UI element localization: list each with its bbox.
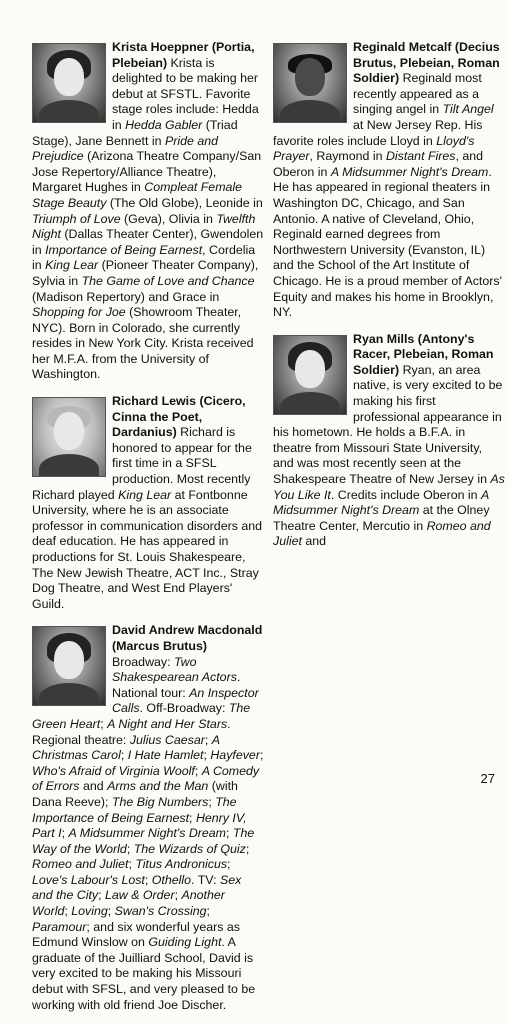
- bio-text-run: (with Dana Reeve);: [32, 779, 238, 809]
- production-title: Hedda Gabler: [125, 117, 203, 132]
- bio-text-run: at the Olney Theatre Center, Mercutio in: [273, 503, 490, 533]
- bio-text-run: Krista is delighted to be making her debut at SFSTL. Favorite stage roles include: Hedda in: [112, 55, 259, 132]
- production-title: A Comedy of Errors: [32, 763, 260, 794]
- bio-text-run: (Showroom Theater, NYC). Born in Colorado, she currently resides in New York City. Krista received her M.F.A. from the University of Washington.: [32, 305, 254, 382]
- right-column: [273, 40, 505, 561]
- production-title: The Way of the World: [32, 826, 255, 856]
- production-title: King Lear: [45, 258, 99, 273]
- production-title: The Importance of Being Earnest: [32, 794, 237, 825]
- production-title: A Midsummer Night's Dream: [330, 164, 489, 179]
- production-title: Titus Andronicus: [135, 857, 228, 872]
- bio-text-run: ;: [64, 904, 72, 919]
- bio-text-run: Ryan, an area native, is very excited to be making his first professional appearance in his hometown. He holds a B.F.A. in theatre from Missouri State University, and was most recently seen at the Shakespeare Theatre of New Jersey in: [273, 362, 503, 487]
- bio-text-run: ;: [206, 904, 210, 919]
- page-number: 27: [480, 771, 495, 786]
- bio-text-run: (Pioneer Theater Company), Sylvia in: [32, 258, 259, 288]
- bio-text-run: ;: [259, 748, 264, 763]
- bio-name: David Andrew Macdonald (Marcus Brutus): [112, 623, 263, 653]
- bio-text-run: , and Oberon in: [273, 149, 484, 179]
- bio-text-run: ;: [107, 904, 115, 919]
- bio-text-run: ;: [226, 826, 233, 841]
- production-title: Romeo and Juliet: [32, 857, 129, 872]
- bio-text-run: (The Old Globe), Leonide in: [106, 195, 263, 210]
- bio-text: [32, 655, 263, 1012]
- production-title: Love's Labour's Lost: [32, 872, 145, 887]
- production-title: Arms and the Man: [107, 779, 209, 794]
- production-title: Swan's Crossing: [114, 904, 207, 919]
- bio-text-run: . He has appeared in regional theaters in Washington DC, Chicago, and San Antonio. A native of Cleveland, Ohio, Reginald earned degrees from Northwestern University (Evanston, IL) and the School of the Art Institute of Chicago. He is a proud member of Actors' Equity and makes his home in Brooklyn, NY.: [273, 164, 502, 320]
- production-title: Othello: [151, 872, 192, 887]
- bio-text-run: ;: [100, 716, 108, 731]
- bio-text-run: . Regional theatre:: [32, 716, 231, 747]
- production-title: The Big Numbers: [111, 794, 209, 809]
- bio-text-run: ;: [144, 872, 152, 887]
- bio-text-run: and: [79, 779, 108, 794]
- bio-text-run: . Credits include Oberon in: [330, 487, 482, 502]
- production-title: Hayfever: [210, 748, 260, 763]
- bio-richard-lewis: [32, 394, 264, 612]
- production-title: Distant Fires: [385, 149, 456, 164]
- headshot-david-andrew-macdonald: [32, 626, 106, 706]
- bio-text-run: . National tour:: [112, 670, 241, 700]
- production-title: Twelfth Night: [32, 211, 256, 242]
- production-title: Another World: [32, 888, 225, 919]
- headshot-richard-lewis: [32, 397, 106, 477]
- bio-text-run: (Arizona Theatre Company/San Jose Repertory/Alliance Theatre), Margaret Hughes in: [32, 149, 262, 195]
- production-title: Compleat Female Stage Beauty: [32, 180, 243, 210]
- left-column: [32, 40, 264, 1024]
- bio-text-run: Broadway:: [112, 654, 174, 669]
- production-title: Paramour: [32, 919, 87, 934]
- bio-text-run: ; and six wonderful years as Edmund Winslow on: [32, 919, 240, 950]
- production-title: Shopping for Joe: [32, 305, 126, 320]
- bio-name: Richard Lewis (Cicero, Cinna the Poet, Dardanius): [112, 394, 246, 440]
- production-title: A Midsummer Night's Dream: [273, 487, 489, 518]
- production-title: Two Shakespearean Actors: [112, 654, 237, 685]
- bio-text-run: ;: [174, 888, 182, 903]
- headshot-reginald-metcalf: [273, 43, 347, 123]
- bio-text-run: (Madison Repertory) and Grace in: [32, 289, 220, 304]
- bio-text-run: ;: [204, 732, 212, 747]
- production-title: The Green Heart: [32, 701, 251, 731]
- bio-text-run: ;: [189, 810, 196, 825]
- bio-text-run: , Cordelia in: [32, 242, 256, 273]
- production-title: Triumph of Love: [32, 211, 121, 226]
- production-title: Law & Order: [105, 888, 175, 903]
- production-title: The Wizards of Quiz: [133, 841, 246, 856]
- bio-text-run: , Raymond in: [309, 149, 386, 164]
- bio-david-andrew-macdonald: [32, 623, 264, 1013]
- bio-ryan-mills: [273, 332, 505, 550]
- bio-name: Reginald Metcalf (Decius Brutus, Plebeian, Roman Soldier): [353, 40, 500, 86]
- production-title: Lloyd's Prayer: [273, 133, 475, 164]
- bio-reginald-metcalf: [273, 40, 505, 321]
- production-title: Pride and Prejudice: [32, 133, 218, 164]
- production-title: I Hate Hamlet: [127, 748, 204, 763]
- production-title: Loving: [71, 904, 108, 919]
- bio-text-run: ;: [120, 748, 128, 763]
- production-title: Guiding Light: [148, 935, 222, 950]
- headshot-ryan-mills: [273, 335, 347, 415]
- bio-krista-hoeppner: [32, 40, 264, 383]
- production-title: Importance of Being Earnest: [45, 242, 203, 257]
- bio-text-run: ;: [126, 841, 134, 856]
- bio-name: Krista Hoeppner (Portia, Plebeian): [112, 40, 255, 70]
- production-title: As You Like It: [273, 472, 505, 502]
- production-title: Julius Caesar: [129, 732, 205, 747]
- bio-text-run: ;: [227, 857, 231, 872]
- bio-text-run: ;: [61, 826, 69, 841]
- bio-text-run: ;: [245, 841, 250, 856]
- production-title: A Christmas Carol: [32, 732, 220, 763]
- bio-text-run: Reginald most recently appeared as a singing angel in: [353, 71, 482, 117]
- production-title: An Inspector Calls: [112, 685, 259, 716]
- bio-text-run: (Dallas Theater Center), Gwendolen in: [32, 227, 264, 257]
- bio-text-run: ;: [203, 748, 211, 763]
- bio-text-run: (Geva), Olivia in: [120, 211, 217, 226]
- production-title: A Midsummer Night's Dream: [68, 826, 227, 841]
- bio-name: Ryan Mills (Antony's Racer, Plebeian, Roman Soldier): [353, 331, 494, 377]
- production-title: Tilt Angel: [442, 102, 494, 117]
- production-title: Henry IV, Part I: [32, 810, 247, 841]
- bio-text-run: . TV:: [191, 872, 220, 887]
- production-title: King Lear: [118, 487, 172, 502]
- bio-text-run: (Triad Stage), Jane Bennett in: [32, 117, 238, 148]
- bio-text-run: at New Jersey Rep. His favorite roles include Lloyd in: [273, 117, 483, 148]
- bio-text-run: at Fontbonne University, where he is an associate professor in communication disorders and deaf education. He has appeared in productions for St. Louis Shakespeare, The New Jewish Theatre, ACT Inc., Stray Dog Theatre, and West End Players' Guild.: [32, 487, 263, 611]
- bio-text-run: ;: [128, 857, 136, 872]
- production-title: Who's Afraid of Virginia Woolf: [32, 763, 195, 778]
- headshot-krista-hoeppner: [32, 43, 106, 123]
- bio-text-run: ;: [208, 794, 216, 809]
- bio-text-run: ;: [98, 888, 106, 903]
- bio-text-run: . Off-Broadway:: [139, 701, 229, 716]
- bio-text-run: . A graduate of the Juilliard School, David is very excited to be making his Missouri debut with SFSL, and very pleased to be working with old friend Joe Discher.: [32, 935, 256, 1012]
- production-title: The Game of Love and Chance: [81, 273, 255, 288]
- bio-text-run: ;: [194, 763, 202, 778]
- bio-text-run: Richard is honored to appear for the first time in a SFSL production. Most recently Richard played: [32, 425, 252, 502]
- production-title: Romeo and Juliet: [273, 518, 491, 549]
- bio-text-run: and: [301, 534, 327, 549]
- production-title: A Night and Her Stars: [107, 716, 228, 731]
- production-title: Sex and the City: [32, 872, 242, 903]
